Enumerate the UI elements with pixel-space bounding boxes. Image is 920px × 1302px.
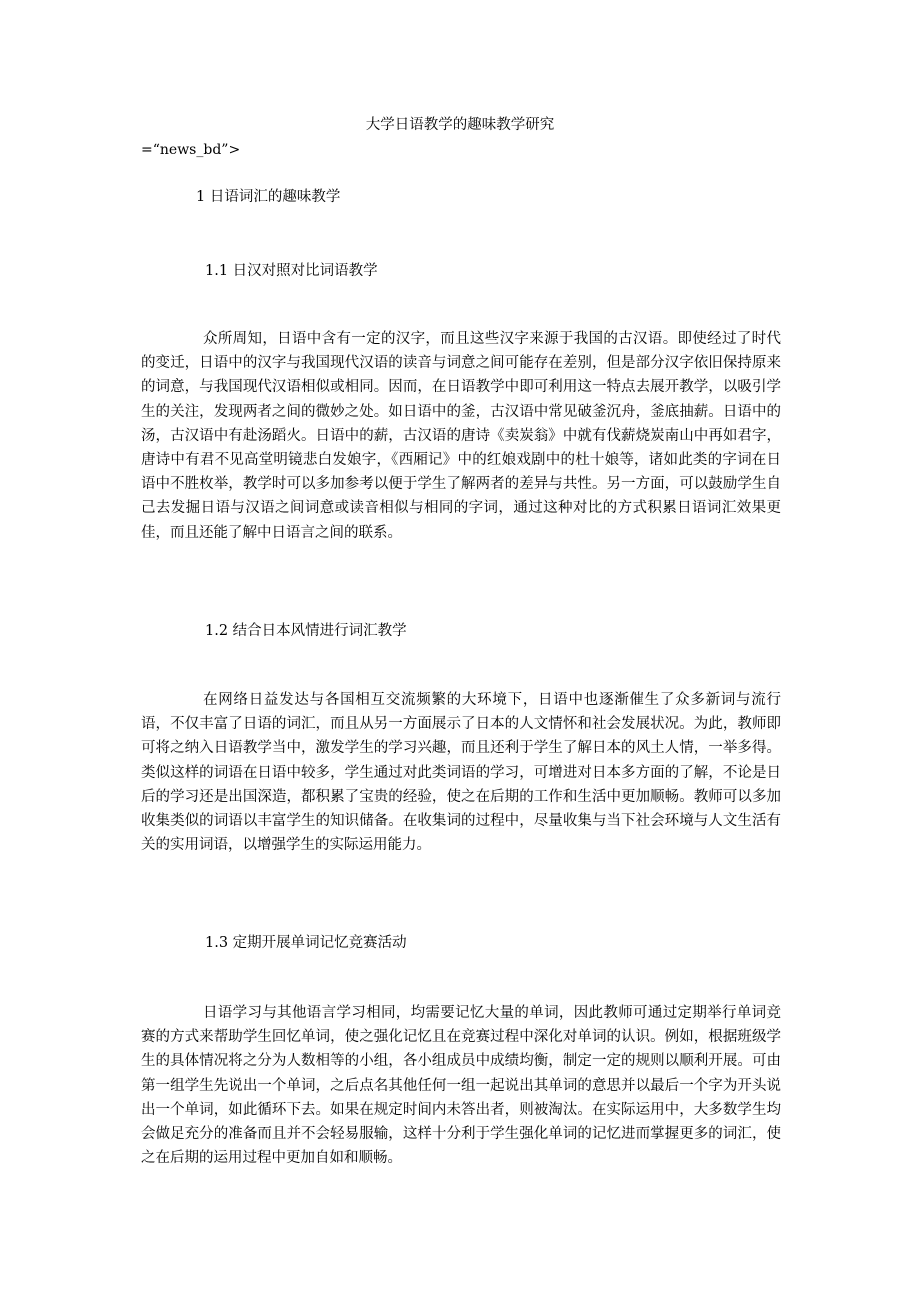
document-title: 大学日语教学的趣味教学研究 (365, 117, 555, 133)
section-1-heading: 1 日语词汇的趣味教学 (196, 189, 341, 205)
section-1-3-heading: 1.3 定期开展单词记忆竞赛活动 (205, 935, 407, 951)
section-1-1-paragraph: 众所周知，日语中含有一定的汉字，而且这些汉字来源于我国的古汉语。即使经过了时代的变迁，日语中的汉字与我国现代汉语的读音与词意之间可能存在差别，但是部分汉字依旧保持原来的词意，与我国现代汉语相似或相同。因而，在日语教学中即可利用这一特点去展开教学，以吸引学生的关注，发现两者之间的微妙之处。如日语中的釜，古汉语中常见破釜沉舟，釜底抽薪。日语中的汤，古汉语中有赴汤蹈火。日语中的薪，古汉语的唐诗《卖炭翁》中就有伐薪烧炭南山中再如君字，唐诗中有君不见高堂明镜悲白发娘字，《西厢记》中的红娘戏剧中的杜十娘等，诸如此类的字词在日语中不胜枚举，教学时可以多加参考以便于学生了解两者的差异与共性。另一方面，可以鼓励学生自己去发掘日语与汉语之间词意或读音相似与相同的字词，通过这种对比的方式积累日语词汇效果更佳，而且还能了解中日语言之间的联系。 (141, 331, 781, 541)
section-1-2-heading: 1.2 结合日本风情进行词汇教学 (205, 623, 407, 639)
section-1-2-paragraph: 在网络日益发达与各国相互交流频繁的大环境下，日语中也逐渐催生了众多新词与流行语，不仅丰富了日语的词汇，而且从另一方面展示了日本的人文情怀和社会发展状况。为此，教师即可将之纳入日语教学当中，激发学生的学习兴趣，而且还利于学生了解日本的风土人情，一举多得。类似这样的词语在日语中较多，学生通过对此类词语的学习，可增进对日本多方面的了解，不论是日后的学习还是出国深造，都积累了宝贵的经验，使之在后期的工作和生活中更加顺畅。教师可以多加收集类似的词语以丰富学生的知识储备。在收集词的过程中，尽量收集与当下社会环境与人文生活有关的实用词语，以增强学生的实际运用能力。 (141, 692, 781, 854)
stray-code-fragment: =“news_bd”> (141, 142, 241, 158)
section-1-3-paragraph: 日语学习与其他语言学习相同，均需要记忆大量的单词，因此教师可通过定期举行单词竞赛的方式来帮助学生回忆单词，使之强化记忆且在竞赛过程中深化对单词的认识。例如，根据班级学生的具体情况将之分为人数相等的小组，各小组成员中成绩均衡，制定一定的规则以顺利开展。可由第一组学生先说出一个单词，之后点名其他任何一组一起说出其单词的意思并以最后一个字为开头说出一个单词，如此循环下去。如果在规定时间内未答出者，则被淘汰。在实际运用中，大多数学生均会做足充分的准备而且并不会轻易服输，这样十分利于学生强化单词的记忆进而掌握更多的词汇，使之在后期的运用过程中更加自如和顺畅。 (141, 1005, 781, 1167)
section-1-1-heading: 1.1 日汉对照对比词语教学 (205, 263, 378, 279)
